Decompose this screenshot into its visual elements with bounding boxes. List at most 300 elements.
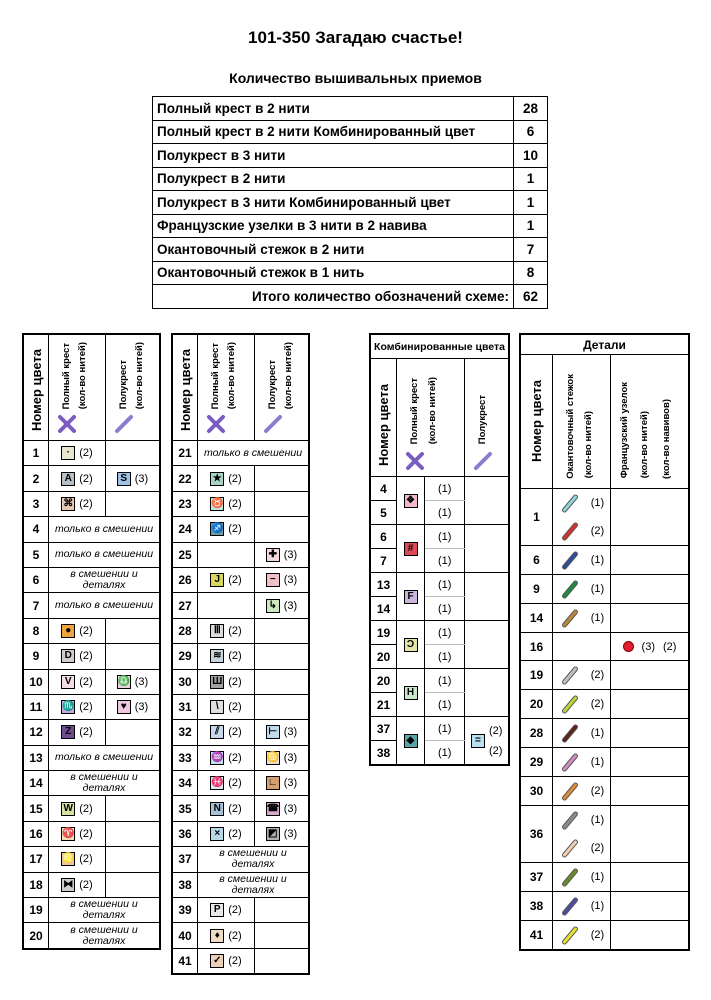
- french-knot-cell: [611, 777, 689, 806]
- color-number: 20: [521, 690, 553, 719]
- color-number: 38: [371, 741, 397, 765]
- half-cross-cell: [255, 466, 309, 491]
- full-cross-cell: [397, 669, 425, 717]
- table-row: [173, 618, 309, 643]
- half-cross-cell: [465, 621, 509, 669]
- thread-count: (1): [425, 717, 465, 741]
- thread-count: (2): [228, 675, 242, 688]
- chart-symbol: ♏: [62, 701, 75, 713]
- thread-count: (2): [79, 624, 93, 637]
- backstitch-line: [561, 550, 579, 570]
- usage-note: только в смешении: [49, 593, 160, 618]
- thread-count: (2): [590, 842, 605, 854]
- color-number: 17: [24, 847, 49, 872]
- usage-note: только в смешении: [198, 441, 309, 466]
- full-cross-cell: [49, 720, 106, 745]
- threads-header: (кол-во нитей): [427, 377, 438, 445]
- color-number: 12: [24, 720, 49, 745]
- color-table-1: [22, 333, 161, 950]
- full-cross-cell: [397, 477, 425, 525]
- thread-count: (2): [228, 827, 242, 840]
- chart-symbol: ♐: [211, 523, 224, 535]
- full-cross-cell: [198, 517, 255, 542]
- table-row: [24, 542, 160, 567]
- full-cross-cell: [198, 720, 255, 745]
- half-cross-header: Полукрест: [118, 360, 129, 410]
- table-row: [173, 491, 309, 516]
- usage-note: только в смешении: [49, 542, 160, 567]
- half-cross-cell: [255, 821, 309, 846]
- backstitch-cell: [553, 719, 611, 748]
- full-cross-cell: [198, 542, 255, 567]
- color-number-header: Номер цвета: [29, 349, 44, 432]
- table-row: [24, 720, 160, 745]
- color-number: 3: [24, 491, 49, 516]
- summary-value: 10: [514, 144, 548, 168]
- summary-total-row: [153, 285, 548, 309]
- color-number: 16: [24, 821, 49, 846]
- color-number: 4: [24, 517, 49, 542]
- color-number: 40: [173, 923, 198, 948]
- color-number: 30: [173, 669, 198, 694]
- color-number: 6: [24, 567, 49, 592]
- half-cross-cell: [106, 847, 160, 872]
- summary-total-label: Итого количество обозначений схеме:: [153, 285, 514, 309]
- table-row: [371, 525, 509, 549]
- thread-count: (2): [228, 523, 242, 536]
- chart-symbol: ◩: [266, 827, 280, 841]
- summary-row: [153, 120, 548, 144]
- half-cross-cell: [255, 923, 309, 948]
- half-cross-cell: [465, 669, 509, 717]
- french-knot-cell: [611, 806, 689, 863]
- summary-title: Количество вышивальных приемов: [229, 70, 482, 86]
- table-row: [24, 898, 160, 923]
- summary-value: 1: [514, 167, 548, 191]
- usage-note: только в смешении: [49, 517, 160, 542]
- table-row: [173, 466, 309, 491]
- threads-header: (кол-во нитей): [639, 411, 650, 479]
- half-cross-cell: [106, 491, 160, 516]
- full-cross-header: Полный крест: [409, 378, 420, 445]
- table-row: [521, 748, 689, 777]
- color-number: 25: [173, 542, 198, 567]
- usage-note: в смешении и деталях: [49, 898, 160, 923]
- thread-count: (1): [590, 612, 605, 624]
- chart-symbol: ⫽: [210, 725, 224, 739]
- color-number: 24: [173, 517, 198, 542]
- thread-count: (2): [79, 802, 93, 815]
- full-cross-cell: [198, 923, 255, 948]
- half-cross-cell: [255, 491, 309, 516]
- color-number: 36: [173, 821, 198, 846]
- full-cross-cell: [397, 621, 425, 669]
- chart-symbol: H: [404, 686, 418, 700]
- full-cross-cell: [198, 593, 255, 618]
- chart-symbol: ↳: [266, 599, 280, 613]
- color-number: 29: [173, 644, 198, 669]
- color-number: 37: [173, 847, 198, 872]
- full-cross-cell: [397, 525, 425, 573]
- thread-count: (1): [425, 645, 465, 669]
- summary-label: Полукрест в 2 нити: [153, 167, 514, 191]
- chart-symbol: ∟: [266, 776, 280, 790]
- backstitch-cell: [553, 604, 611, 633]
- table-row: [371, 669, 509, 693]
- backstitch-header: Окантовочный стежок: [565, 373, 576, 479]
- backstitch-cell: [553, 489, 611, 546]
- half-cross-cell: [106, 821, 160, 846]
- page-title: 101-350 Загадаю счастье!: [248, 28, 463, 47]
- thread-count: (2): [228, 954, 242, 967]
- table-row: [173, 542, 309, 567]
- thread-count: (1): [590, 756, 605, 768]
- table-row: [521, 690, 689, 719]
- half-cross-icon: [263, 414, 283, 434]
- backstitch-cell: [553, 806, 611, 863]
- thread-count: (2): [79, 701, 93, 713]
- chart-symbol: ♓: [211, 777, 224, 789]
- half-cross-cell: [106, 441, 160, 466]
- backstitch-line: [561, 579, 579, 599]
- color-number: 7: [371, 549, 397, 573]
- thread-count: (2): [79, 878, 93, 891]
- color-number: 35: [173, 796, 198, 821]
- summary-row: [153, 191, 548, 215]
- full-cross-cell: [198, 796, 255, 821]
- table-row: [24, 847, 160, 872]
- thread-count: (3): [283, 777, 298, 790]
- chart-symbol: ◆: [404, 734, 418, 748]
- summary-label: Окантовочный стежок в 2 нити: [153, 238, 514, 262]
- half-cross-cell: [255, 542, 309, 567]
- chart-symbol: ☎: [266, 802, 280, 814]
- half-cross-cell: [106, 644, 160, 669]
- half-cross-cell: [255, 644, 309, 669]
- full-cross-cell: [198, 694, 255, 719]
- summary-row: [153, 97, 548, 121]
- full-cross-cell: [198, 491, 255, 516]
- thread-count: (1): [590, 497, 605, 509]
- usage-note: в смешении и деталях: [49, 567, 160, 592]
- chart-symbol: \: [210, 700, 224, 714]
- color-number: 22: [173, 466, 198, 491]
- thread-count: (3): [283, 802, 298, 815]
- summary-row: [153, 214, 548, 238]
- summary-value: 7: [514, 238, 548, 262]
- full-cross-cell: [49, 491, 106, 516]
- chart-symbol: ♈: [62, 828, 75, 840]
- thread-count: (1): [425, 573, 465, 597]
- thread-count: (1): [425, 549, 465, 573]
- table-row: [521, 489, 689, 546]
- french-knot-cell: [611, 863, 689, 892]
- summary-value: 28: [514, 97, 548, 121]
- chart-symbol: Ɔ: [404, 638, 418, 652]
- combined-colors-table: [369, 333, 510, 766]
- thread-count: (2): [488, 744, 503, 757]
- chart-symbol: ·: [61, 446, 75, 460]
- full-cross-header: Полный крест: [61, 343, 72, 410]
- chart-symbol: ⌘: [63, 497, 74, 509]
- color-number: 41: [521, 921, 553, 950]
- french-knot-cell: [611, 661, 689, 690]
- table-row: [173, 923, 309, 948]
- backstitch-line: [561, 694, 579, 714]
- table-row: [173, 441, 309, 466]
- half-cross-header: Полукрест: [477, 395, 489, 445]
- half-cross-cell: [255, 745, 309, 770]
- summary-value: 8: [514, 261, 548, 285]
- thread-count: (3): [134, 675, 149, 688]
- chart-symbol: =: [471, 734, 485, 748]
- table-row: [24, 872, 160, 897]
- thread-count: (1): [590, 871, 605, 883]
- thread-count: (2): [79, 447, 93, 460]
- thread-count: (2): [79, 726, 93, 739]
- thread-count: (3): [283, 751, 298, 764]
- usage-note: только в смешении: [49, 745, 160, 770]
- color-number-header: Номер цвета: [376, 384, 391, 467]
- thread-count: (3): [134, 701, 149, 713]
- chart-symbol: ⊢: [266, 725, 280, 739]
- table-row: [173, 872, 309, 897]
- full-cross-cell: [198, 771, 255, 796]
- french-knot-cell: [611, 690, 689, 719]
- table-row: [371, 621, 509, 645]
- chart-symbol: ♋: [266, 751, 280, 763]
- full-cross-cell: [397, 573, 425, 621]
- table-row: [173, 847, 309, 872]
- chart-symbol: Ш: [212, 675, 223, 687]
- thread-count: (3): [283, 726, 298, 739]
- half-cross-cell: [255, 567, 309, 592]
- color-number: 4: [371, 477, 397, 501]
- summary-label: Полукрест в 3 нити: [153, 144, 514, 168]
- chart-symbol: ♉: [211, 497, 224, 509]
- color-number: 5: [24, 542, 49, 567]
- chart-symbol: F: [404, 590, 418, 604]
- summary-row: [153, 238, 548, 262]
- details-header: Детали: [521, 335, 689, 355]
- details-table: [519, 333, 690, 951]
- table-row: [521, 921, 689, 950]
- full-cross-cell: [49, 847, 106, 872]
- half-cross-header: Полукрест: [267, 360, 278, 410]
- table-row: [521, 719, 689, 748]
- thread-count: (3): [283, 599, 298, 612]
- thread-count: (2): [228, 726, 242, 739]
- threads-header: (кол-во нитей): [283, 342, 294, 410]
- thread-count: (2): [228, 472, 242, 485]
- backstitch-line: [561, 810, 579, 830]
- table-row: [521, 661, 689, 690]
- full-cross-cell: [198, 948, 255, 973]
- half-cross-icon: [114, 414, 134, 434]
- full-cross-cell: [198, 745, 255, 770]
- backstitch-cell: [553, 575, 611, 604]
- color-number: 6: [371, 525, 397, 549]
- color-number: 6: [521, 546, 553, 575]
- color-number: 37: [521, 863, 553, 892]
- color-number: 32: [173, 720, 198, 745]
- color-number: 41: [173, 948, 198, 973]
- chart-symbol: ✓: [210, 954, 224, 968]
- thread-count: (2): [228, 497, 242, 510]
- table-row: [24, 771, 160, 796]
- color-number: 30: [521, 777, 553, 806]
- chart-symbol: ♥: [117, 700, 131, 714]
- thread-count: (1): [425, 501, 465, 525]
- table-header: [24, 335, 160, 441]
- chart-symbol: D: [61, 649, 75, 663]
- table-row: [24, 694, 160, 719]
- full-cross-cell: [397, 717, 425, 765]
- full-cross-cell: [198, 466, 255, 491]
- color-number-header: Номер цвета: [529, 380, 544, 463]
- color-number: 33: [173, 745, 198, 770]
- thread-count: (1): [590, 814, 605, 826]
- full-cross-cell: [198, 669, 255, 694]
- table-row: [521, 633, 689, 661]
- backstitch-line: [561, 665, 579, 685]
- table-row: [173, 694, 309, 719]
- table-row: [24, 593, 160, 618]
- color-number: 14: [371, 597, 397, 621]
- french-knot-cell: [611, 921, 689, 950]
- thread-count: (1): [590, 727, 605, 739]
- half-cross-cell: [106, 669, 160, 694]
- thread-count: (3): [641, 640, 655, 653]
- thread-count: (2): [228, 624, 242, 637]
- table-row: [24, 796, 160, 821]
- backstitch-line: [561, 493, 579, 513]
- chart-symbol: ★: [210, 472, 224, 486]
- summary-label: Французские узелки в 3 нити в 2 навива: [153, 214, 514, 238]
- full-cross-cell: [49, 441, 106, 466]
- threads-header: (кол-во нитей): [583, 411, 594, 479]
- chart-symbol: Ⅲ: [210, 624, 224, 638]
- thread-count: (2): [590, 669, 605, 681]
- french-knot-cell: [611, 892, 689, 921]
- full-cross-cell: [49, 466, 106, 491]
- table-row: [173, 593, 309, 618]
- summary-label: Полный крест в 2 нити Комбинированный цвет: [153, 120, 514, 144]
- french-knot-cell: [611, 633, 689, 661]
- half-cross-cell: [106, 618, 160, 643]
- color-number: 21: [371, 693, 397, 717]
- thread-count: (2): [228, 650, 242, 663]
- thread-count: (3): [283, 574, 298, 587]
- chart-symbol: S: [117, 472, 131, 486]
- threads-header: (кол-во нитей): [226, 342, 237, 410]
- summary-value: 1: [514, 191, 548, 215]
- french-knot-dot: [623, 641, 634, 652]
- chart-symbol: P: [210, 903, 224, 917]
- backstitch-line: [561, 925, 579, 945]
- table-row: [24, 821, 160, 846]
- half-cross-cell: [106, 694, 160, 719]
- table-row: [173, 720, 309, 745]
- table-row: [24, 618, 160, 643]
- french-knot-cell: [611, 748, 689, 777]
- full-cross-cell: [198, 567, 255, 592]
- color-number: 16: [521, 633, 553, 661]
- color-number: 34: [173, 771, 198, 796]
- backstitch-line: [561, 752, 579, 772]
- table-row: [24, 745, 160, 770]
- backstitch-cell: [553, 546, 611, 575]
- chart-symbol: ♎: [117, 675, 131, 687]
- thread-count: (3): [134, 472, 149, 485]
- summary-value: 1: [514, 214, 548, 238]
- table-row: [24, 466, 160, 491]
- chart-symbol: ❖: [404, 494, 418, 508]
- half-cross-cell: [106, 796, 160, 821]
- thread-count: (2): [79, 472, 93, 485]
- summary-label: Полный крест в 2 нити: [153, 97, 514, 121]
- full-cross-cell: [49, 796, 106, 821]
- color-number: 19: [24, 898, 49, 923]
- color-number: 28: [521, 719, 553, 748]
- french-knot-header: Французский узелок: [619, 382, 630, 479]
- half-cross-cell: [255, 720, 309, 745]
- half-cross-cell: [255, 948, 309, 973]
- chart-symbol: J: [210, 573, 224, 587]
- table-row: [521, 863, 689, 892]
- color-number: 37: [371, 717, 397, 741]
- half-cross-cell: [465, 525, 509, 573]
- thread-count: (1): [425, 669, 465, 693]
- full-cross-cell: [49, 821, 106, 846]
- table-header: [173, 335, 309, 441]
- thread-count: (1): [590, 554, 605, 566]
- table-row: [521, 777, 689, 806]
- thread-count: (2): [590, 785, 605, 797]
- full-cross-cell: [198, 618, 255, 643]
- color-number: 1: [24, 441, 49, 466]
- half-cross-cell: [255, 618, 309, 643]
- thread-count: (2): [488, 724, 503, 737]
- color-number: 19: [521, 661, 553, 690]
- full-cross-icon: [206, 414, 226, 434]
- table-row: [24, 644, 160, 669]
- table-header: [521, 355, 689, 489]
- table-header: [371, 359, 509, 477]
- table-row: [173, 745, 309, 770]
- color-number: 26: [173, 567, 198, 592]
- summary-row: [153, 167, 548, 191]
- color-number: 2: [24, 466, 49, 491]
- thread-count: (3): [283, 548, 298, 561]
- thread-count: (2): [228, 777, 242, 790]
- color-number: 14: [24, 771, 49, 796]
- thread-count: (2): [79, 497, 93, 510]
- half-cross-cell: [106, 720, 160, 745]
- chart-symbol: Z: [61, 725, 75, 739]
- color-number: 27: [173, 593, 198, 618]
- usage-note: в смешении и деталях: [198, 847, 309, 872]
- backstitch-cell: [553, 892, 611, 921]
- color-number: 20: [371, 645, 397, 669]
- half-cross-cell: [106, 872, 160, 897]
- table-row: [24, 923, 160, 948]
- threads-header: (кол-во нитей): [134, 342, 145, 410]
- color-table-2: [171, 333, 310, 975]
- thread-count: (2): [590, 698, 605, 710]
- table-row: [371, 573, 509, 597]
- thread-count: (2): [228, 751, 242, 764]
